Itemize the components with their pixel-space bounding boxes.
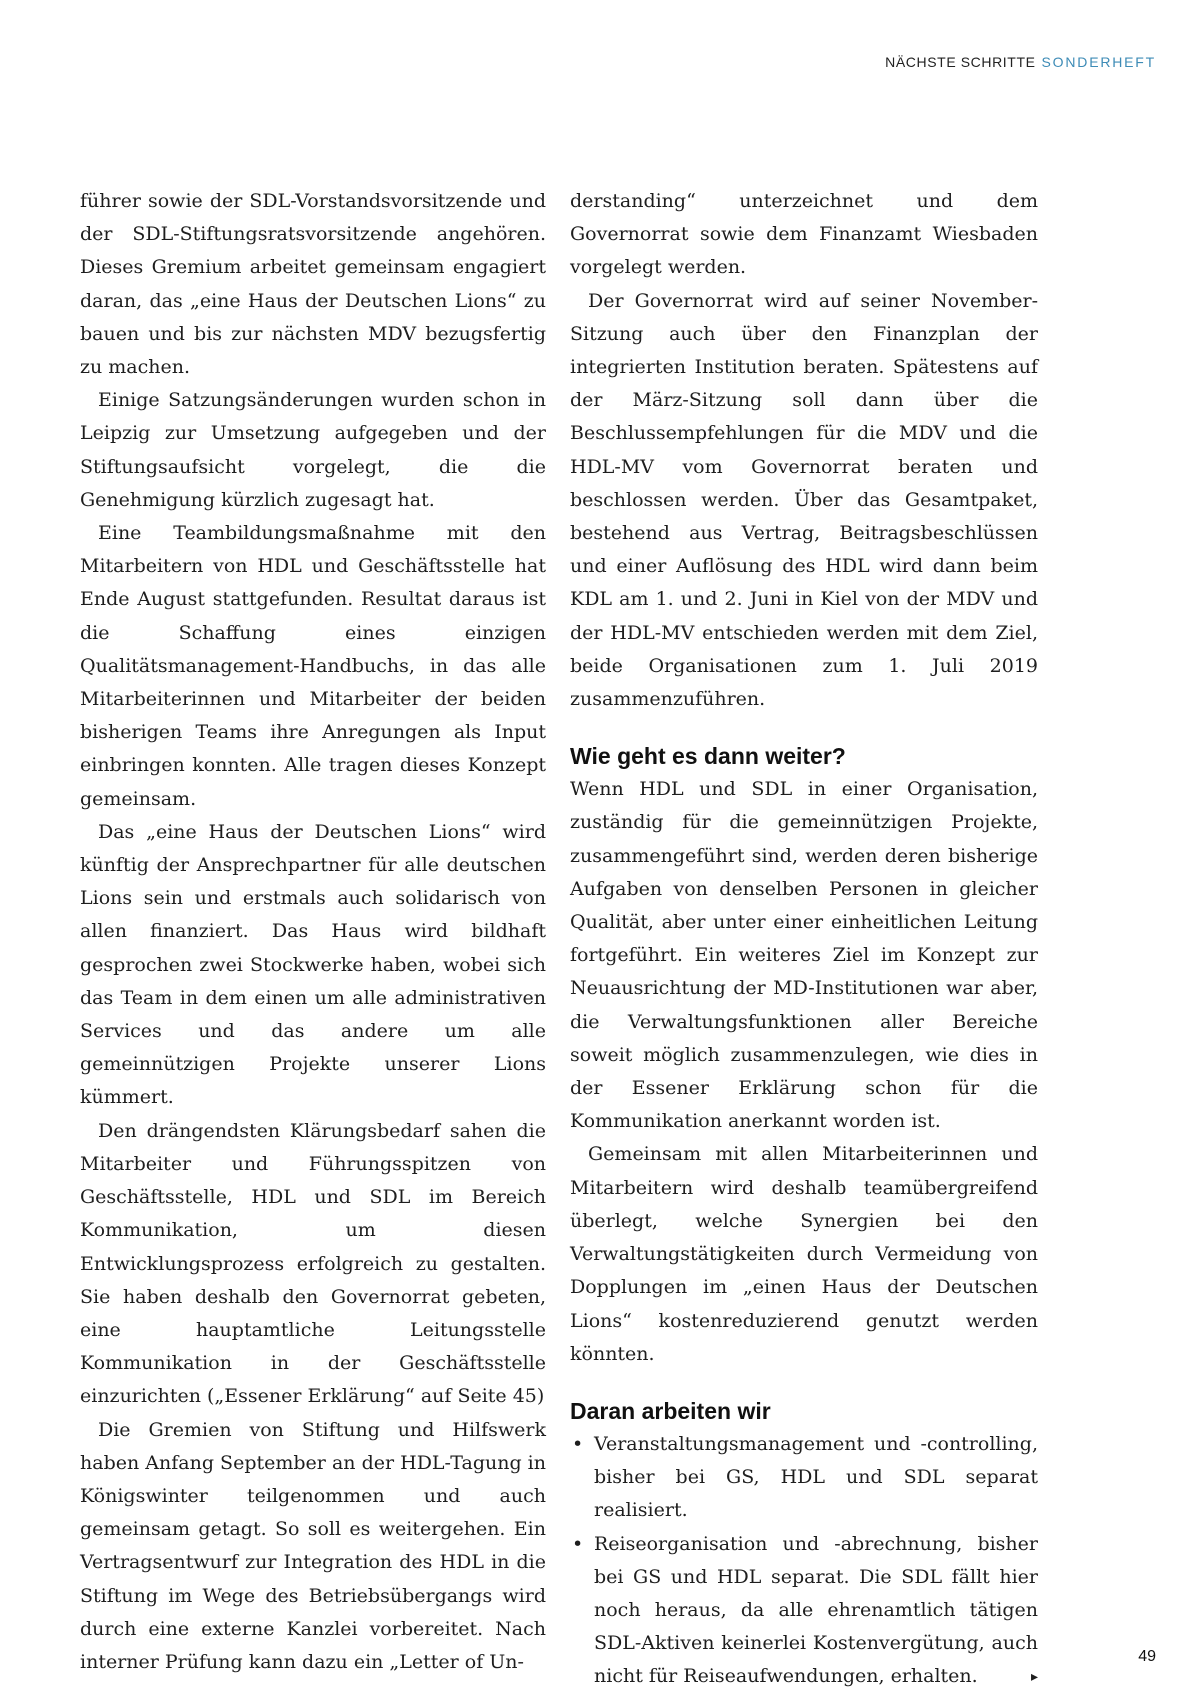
- right-column: [570, 185, 1038, 1694]
- paragraph: Wenn HDL und SDL in einer Organisation, zuständig für die gemeinnützigen Projekte, zusammengeführt sind, werden deren bisherige Aufgaben von denselben Personen in gleicher Qualität, aber unter einer einheitlichen Leitung fortgeführt. Ein weiteres Ziel im Konzept zur Neuausrichtung der MD-Institutionen war aber, die Verwaltungsfunktionen aller Bereiche soweit möglich zusammenzulegen, wie dies in der Essener Erklärung schon für die Kommunikation anerkannt worden ist.: [570, 778, 1038, 1133]
- page-number: 49: [1138, 1648, 1156, 1665]
- paragraph: Die Gremien von Stiftung und Hilfswerk haben Anfang September an der HDL-Tagung in Königswinter teilgenommen und auch gemeinsam getagt. So soll es weitergehen. Ein Vertragsentwurf zur Integration des HDL in die Stiftung im Wege des Betriebsübergangs wird durch eine externe Kanzlei vorbereitet. Nach interner Prüfung kann dazu ein „Letter of Un-: [80, 1418, 546, 1673]
- section-label: NÄCHSTE SCHRITTE: [885, 54, 1036, 70]
- paragraph: Einige Satzungsänderungen wurden schon in Leipzig zur Umsetzung aufgegeben und der Stiftungsaufsicht vorgelegt, die die Genehmigung kürzlich zugesagt hat.: [80, 389, 546, 511]
- list-item-text: Reiseorganisation und -abrechnung, bisher bei GS und HDL separat. Die SDL fällt hier noch heraus, da alle ehrenamtlich tätigen SDL-Aktiven keinerlei Kostenvergütung, auch nicht für Reiseaufwendungen, erhalten.: [594, 1532, 1038, 1688]
- paragraph: Der Governorrat wird auf seiner November-Sitzung auch über den Finanzplan der integrierten Institution beraten. Spätestens auf der März-Sitzung soll dann über die Beschlussempfehlungen für die MDV und die HDL-MV vom Governorrat beraten und beschlossen werden. Über das Gesamtpaket, bestehend aus Vertrag, Beitragsbeschlüssen und einer Auflösung des HDL wird dann beim KDL am 1. und 2. Juni in Kiel von der MDV und der HDL-MV entschieden werden mit dem Ziel, beide Organisationen zum 1. Juli 2019 zusammenzuführen.: [570, 289, 1038, 711]
- paragraph: Eine Teambildungsmaßnahme mit den Mitarbeitern von HDL und Geschäftsstelle hat Ende August stattgefunden. Resultat daraus ist die Schaffung eines einzigen Qualitätsmanagement-Handbuchs, in das alle Mitarbeiterinnen und Mitarbeiter der beiden bisherigen Teams ihre Anregungen als Input einbringen konnten. Alle tragen dieses Konzept gemeinsam.: [80, 522, 546, 810]
- running-header: [885, 54, 1156, 70]
- section-heading: Wie geht es dann weiter?: [570, 743, 846, 770]
- paragraph: derstanding“ unterzeichnet und dem Governorrat sowie dem Finanzamt Wiesbaden vorgelegt werden.: [570, 190, 1038, 279]
- continue-arrow-icon: ▸: [1030, 1668, 1038, 1685]
- left-column: [80, 185, 546, 1679]
- bullet-list: [570, 1428, 1038, 1694]
- section-heading: Daran arbeiten wir: [570, 1397, 771, 1424]
- paragraph: führer sowie der SDL-Vorstandsvorsitzende und der SDL-Stiftungsratsvorsitzende angehören. Dieses Gremium arbeitet gemeinsam engagiert daran, das „eine Haus der Deutschen Lions“ zu bauen und bis zur nächsten MDV bezugsfertig zu machen.: [80, 190, 546, 379]
- list-item: • Veranstaltungsmanagement und -controlling, bisher bei GS, HDL und SDL separat realisiert.: [570, 1428, 1038, 1528]
- paragraph: Gemeinsam mit allen Mitarbeiterinnen und Mitarbeitern wird deshalb teamübergreifend überlegt, welche Synergien bei den Verwaltungstätigkeiten durch Vermeidung von Dopplungen im „einen Haus der Deutschen Lions“ kostenreduzierend genutzt werden könnten.: [570, 1143, 1038, 1365]
- publication-label: SONDERHEFT: [1041, 54, 1156, 70]
- paragraph: Das „eine Haus der Deutschen Lions“ wird künftig der Ansprechpartner für alle deutschen Lions sein und erstmals auch solidarisch von allen finanziert. Das Haus wird bildhaft gesprochen zwei Stockwerke haben, wobei sich das Team in dem einen um alle administrativen Services und das andere um alle gemeinnützigen Projekte unserer Lions kümmert.: [80, 820, 546, 1109]
- paragraph: Den drängendsten Klärungsbedarf sahen die Mitarbeiter und Führungsspitzen von Geschäftsstelle, HDL und SDL im Bereich Kommunikation, um diesen Entwicklungsprozess erfolgreich zu gestalten. Sie haben deshalb den Governorrat gebeten, eine hauptamtliche Leitungsstelle Kommunikation in der Geschäftsstelle einzurichten („Essener Erklärung“ auf Seite 45): [80, 1119, 546, 1408]
- list-item: [570, 1528, 1038, 1694]
